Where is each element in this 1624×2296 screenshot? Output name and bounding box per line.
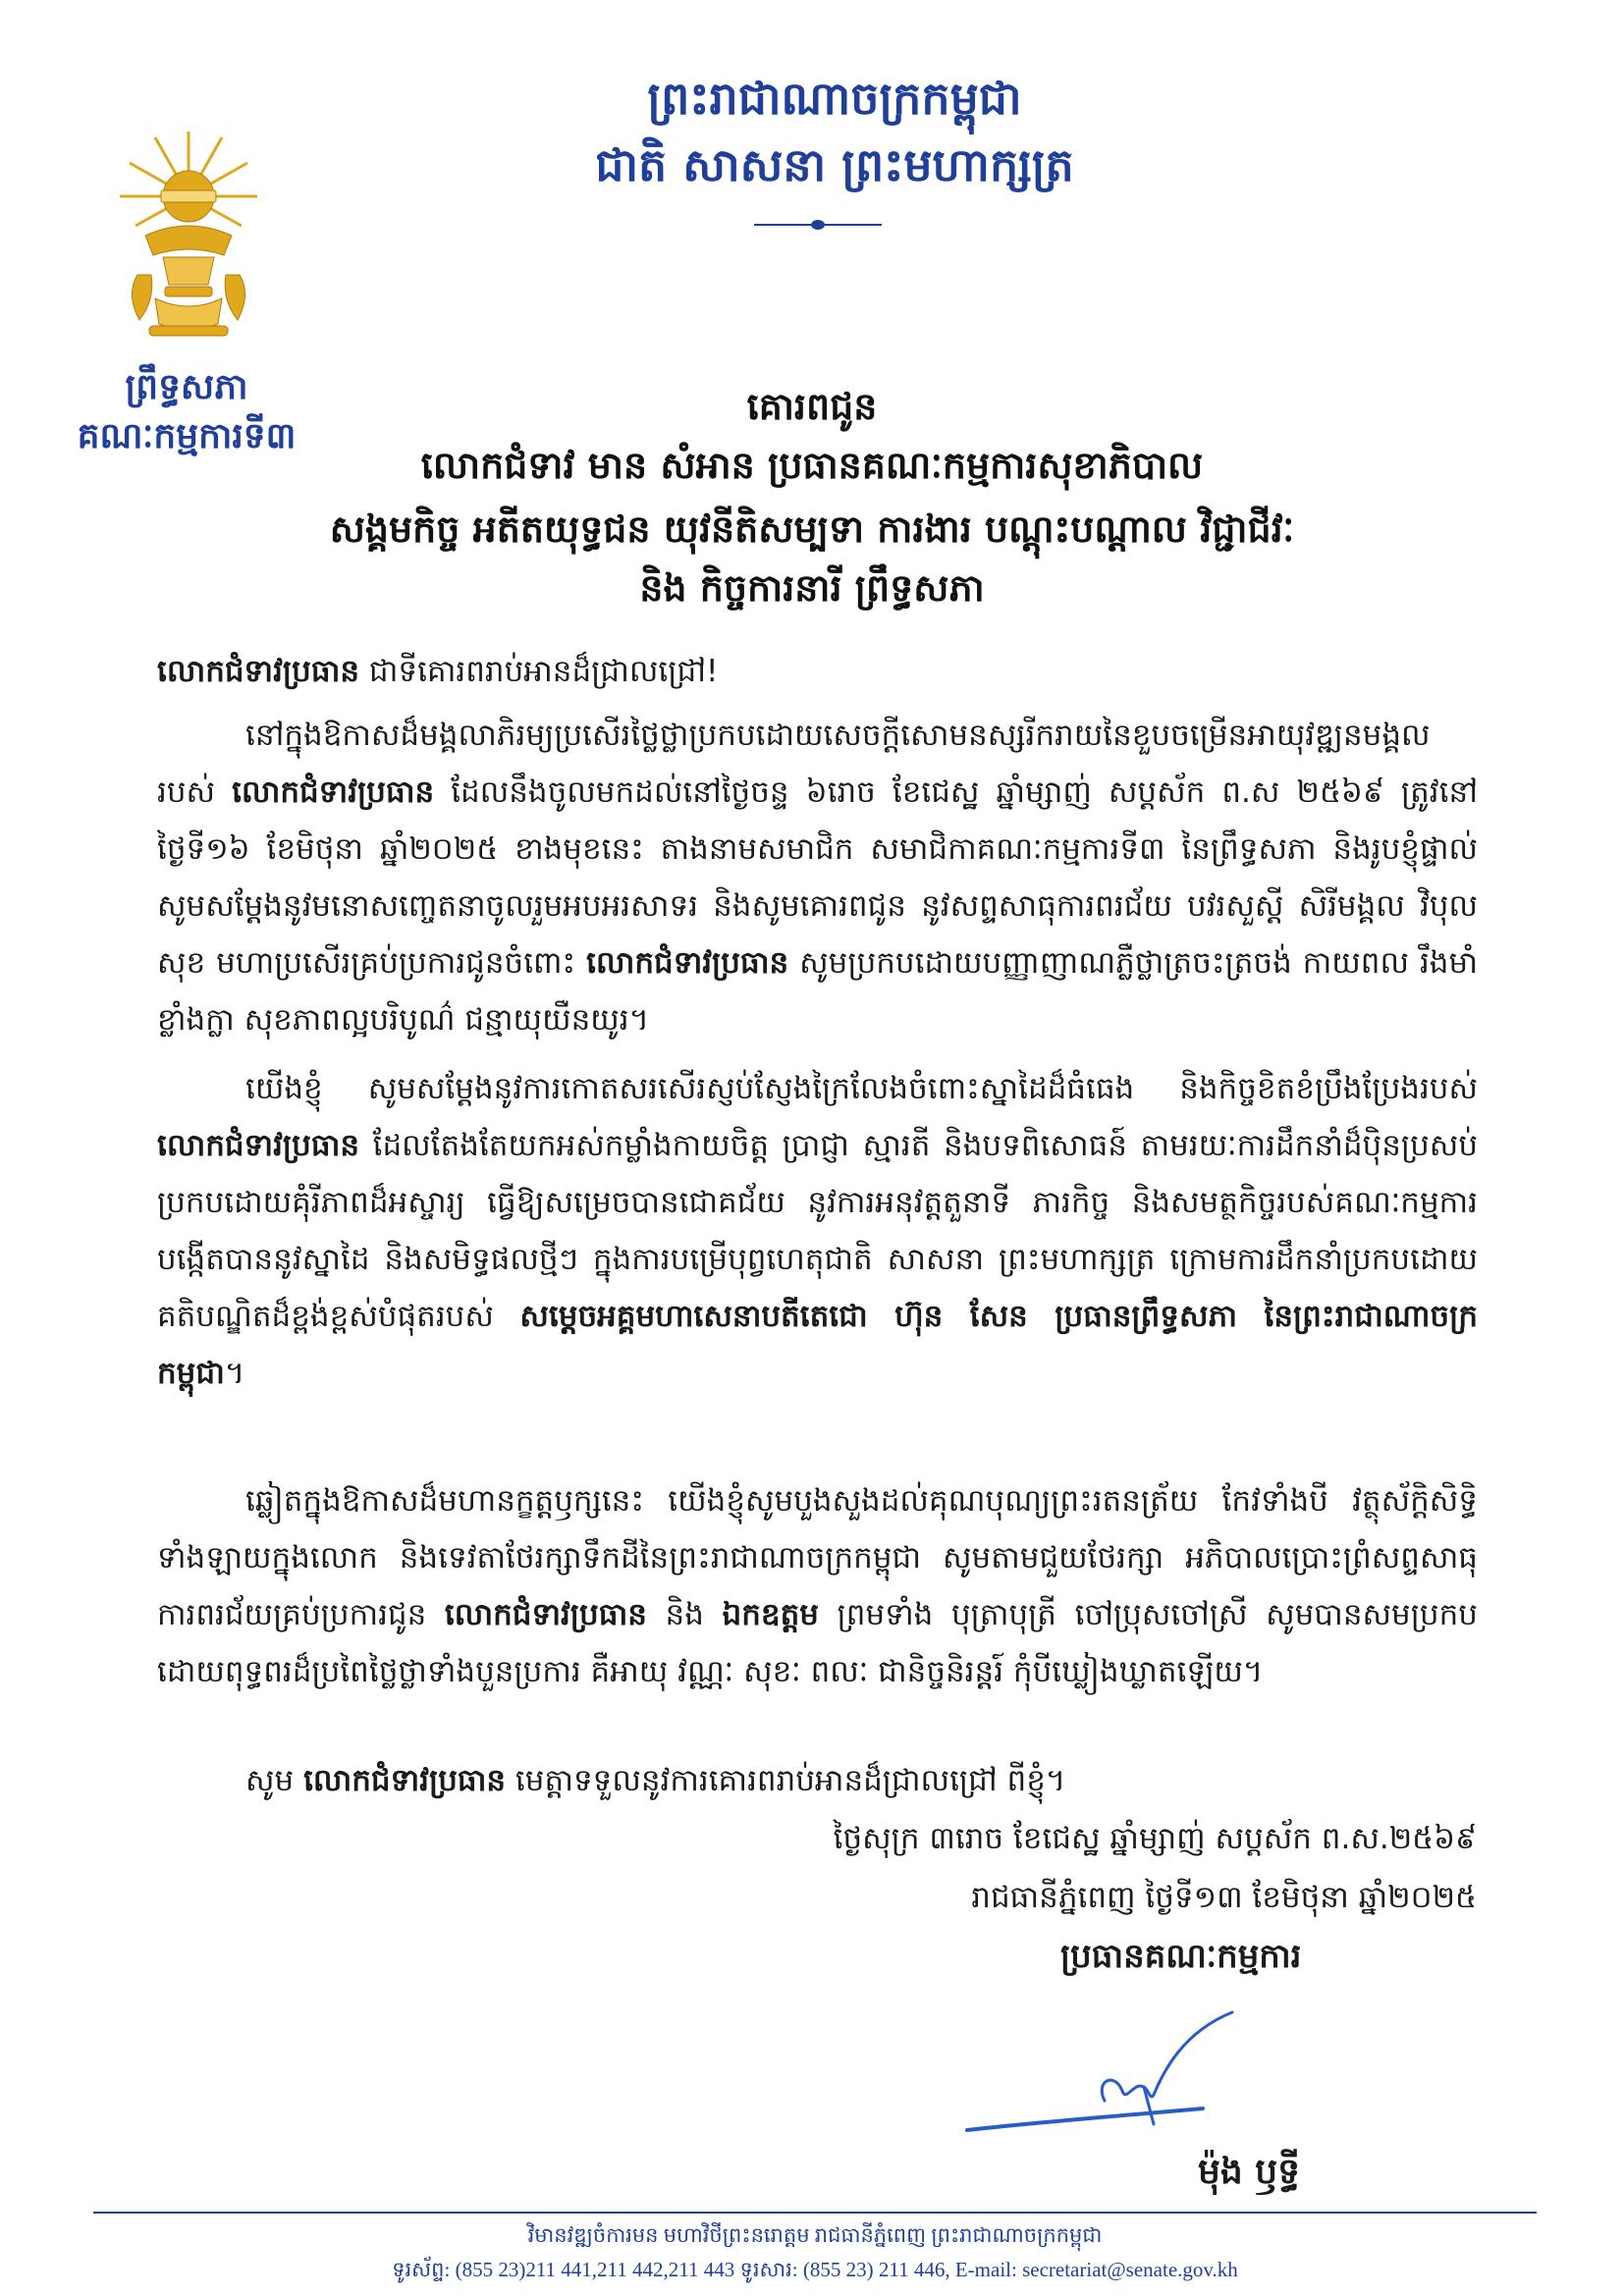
text: សូមប្រកបដោយបញ្ញាញាណភ្លឺថ្លាត្រចះត្រចង់ កាយពល រឹងមាំខ្លាំងក្លា សុខភាពល្អបរិបូណ៌ ជន្មាយុយឺនយូរ។ (157, 945, 1478, 1038)
solar-date: រាជធានីភ្នំពេញ ថ្ងៃទី១៣ ខែមិថុនា ឆ្នាំ២០២៥ (971, 1880, 1477, 1915)
addressee-line: សង្គមកិច្ច អតីតយុទ្ធជន យុវនីតិសម្បទា ការងារ បណ្តុះបណ្តាល វិជ្ជាជីវៈ (329, 507, 1295, 551)
bold-text: លោកជំទាវប្រធាន (586, 945, 789, 981)
paragraph-2 (157, 1060, 1478, 1402)
salute-text: ជាទីគោរពរាប់អានដ៏ជ្រាលជ្រៅ! (359, 654, 719, 689)
text: ។ (224, 1356, 245, 1391)
paragraph-1 (157, 707, 1478, 1048)
footer-divider (93, 2212, 1537, 2214)
text: ដែលនឹងចូលមកដល់នៅថ្ងៃចន្ទ ៦រោច ខែជេស្ឋ ឆ្នាំម្សាញ់ សប្តស័ក ព.ស ២៥៦៩ ត្រូវនៅថ្ងៃទី១៦ ខែមិថុនា ឆ្នាំ២០២៥ ខាងមុខនេះ តាងនាមសមាជិក សមាជិកាគណៈកម្មការទី៣ នៃព្រឹទ្ធសភា និងរូបខ្ញុំផ្ទាល់ សូមសម្តែងនូវមនោសញ្ចេតនាចូលរួមអបអរសាទរ និងសូមគោរពជូន នូវសព្ទសាធុការពរជ័យ បវរសួស្តី សិរីមង្គល វិបុលសុខ មហាប្រសើរគ្រប់ប្រការជូនចំពោះ (157, 774, 1478, 981)
text: ព្រមទាំង បុត្រាបុត្រី ចៅប្រុសចៅស្រី សូមបានសមប្រកបដោយពុទ្ធពរដ៏ប្រពៃថ្លៃថ្លាទាំងបួនប្រការ គឺអាយុ វណ្ណៈ សុខៈ ពលៈ ជានិច្ចនិរន្តរ៍ កុំបីឃ្លៀងឃ្លាតឡើយ។ (157, 1597, 1478, 1689)
text: ដែលតែងតែយកអស់កម្លាំងកាយចិត្ត ប្រាជ្ញា ស្មារតី និងបទពិសោធន៍ តាមរយៈការដឹកនាំដ៏ប៉ិនប្រសប់ប្រកបដោយគុំរីភាពដ៏អស្ចារ្យ ធ្វើឱ្យសម្រេចបានជោគជ័យ នូវការអនុវត្តតួនាទី ភារកិច្ច និងសមត្ថកិច្ចរបស់គណៈកម្មការ បង្កើតបាននូវស្នាដៃ និងសមិទ្ធផលថ្មីៗ ក្នុងការបម្រើបុព្វហេតុជាតិ សាសនា ព្រះមហាក្សត្រ ក្រោមការដឹកនាំប្រកបដោយគតិបណ្ឌិតដ៏ខ្ពង់ខ្ពស់បំផុតរបស់ (157, 1128, 1478, 1334)
salutation (157, 643, 1478, 700)
bold-text: លោកជំទាវប្រធាន (303, 1763, 507, 1798)
bold-text: លោកជំទាវប្រធាន (232, 774, 435, 810)
text: យើងខ្ញុំ សូមសម្តែងនូវការកោតសរសើរស្ញប់ស្ញែងក្រៃលែងចំពោះស្នាដៃដ៏ធំធេង និងកិច្ចខិតខំប្រឹងប្រែងរបស់ (245, 1071, 1478, 1106)
lunar-date: ថ្ងៃសុក្រ ៣រោច ខែជេស្ឋ ឆ្នាំម្សាញ់ សប្តស័ក ព.ស.២៥៦៩ (833, 1821, 1477, 1856)
text: និង (646, 1597, 723, 1632)
divider-ornament-icon (811, 220, 825, 230)
bold-text: សម្តេចអគ្គមហាសេនាបតីតេជោ ហ៊ុន សែន ប្រធានព្រឹទ្ធសភា នៃព្រះរាជាណាចក្រកម្ពុជា (157, 1299, 1479, 1391)
addressee-line: លោកជំទាវ មាន សំអាន ប្រធានគណៈកម្មការសុខាភិបាល (420, 444, 1204, 487)
addressee-salutation: គោរពជូន (746, 385, 878, 428)
text: សូម (245, 1763, 304, 1798)
commission-name: គណៈកម្មការទី៣ (77, 416, 297, 456)
signer-title: ប្រធានគណៈកម្មការ (1060, 1937, 1302, 1976)
kingdom-title: ព្រះរាជាណាចក្រកម្ពុជា (647, 72, 1022, 125)
text: ឆ្លៀតក្នុងឱកាសដ៏មហានក្ខត្តឫក្សនេះ យើងខ្ញុំសូមបួងសួងដល់គុណបុណ្យព្រះរតនត្រ័យ កែវទាំងបី វត្ថុស័ក្តិសិទ្ធិទាំងឡាយក្នុងលោក និងទេវតាថែរក្សាទឹកដីនៃព្រះរាជាណាចក្រកម្ពុជា សូមតាមជួយថែរក្សា អភិបាលប្រោះព្រំសព្ទសាធុការពរជ័យគ្រប់ប្រការជូន (157, 1483, 1478, 1632)
national-motto: ជាតិ សាសនា ព្រះមហាក្សត្រ (595, 138, 1074, 191)
paragraph-3 (157, 1472, 1478, 1700)
closing-paragraph (157, 1752, 1478, 1809)
salute-name: លោកជំទាវប្រធាន (157, 654, 360, 689)
text: នៅក្នុងឱកាសដ៏មង្គលាភិរម្យប្រសើរថ្លៃថ្លាប្រកបដោយសេចក្តីសោមនស្សរីករាយនៃខួបចម្រើនអាយុវឌ្ឍនមង្គលរបស់ (157, 718, 1431, 810)
footer-contact: ទូរស័ព្ទ: (855 23)211 441,211 442,211 443 ទូរសារ: (855 23) 211 446, E-mail: secretariat@senate.gov.kh (392, 2258, 1238, 2281)
handwritten-signature-icon (957, 1993, 1272, 2150)
institution-name: ព្រឹទ្ធសភា (125, 367, 248, 407)
bold-text: លោកជំទាវប្រធាន (157, 1128, 360, 1163)
footer-address: វិមានវឌ្ឍចំការមន មហាវិថីព្រះនរោត្តម រាជធានីភ្នំពេញ ព្រះរាជាណាចក្រកម្ពុជា (527, 2223, 1103, 2247)
signer-name: ម៉ុង ឫទ្ធី (1198, 2152, 1300, 2192)
bold-text: លោកជំទាវប្រធាន (444, 1597, 647, 1632)
bold-text: ឯកឧត្តម (722, 1597, 819, 1632)
addressee-line: និង កិច្ចការនារី ព្រឹទ្ធសភា (639, 566, 985, 610)
text: មេត្តាទទួលនូវការគោរពរាប់អានដ៏ជ្រាលជ្រៅ ពីខ្ញុំ។ (506, 1763, 1066, 1798)
senate-emblem-icon (116, 128, 261, 344)
